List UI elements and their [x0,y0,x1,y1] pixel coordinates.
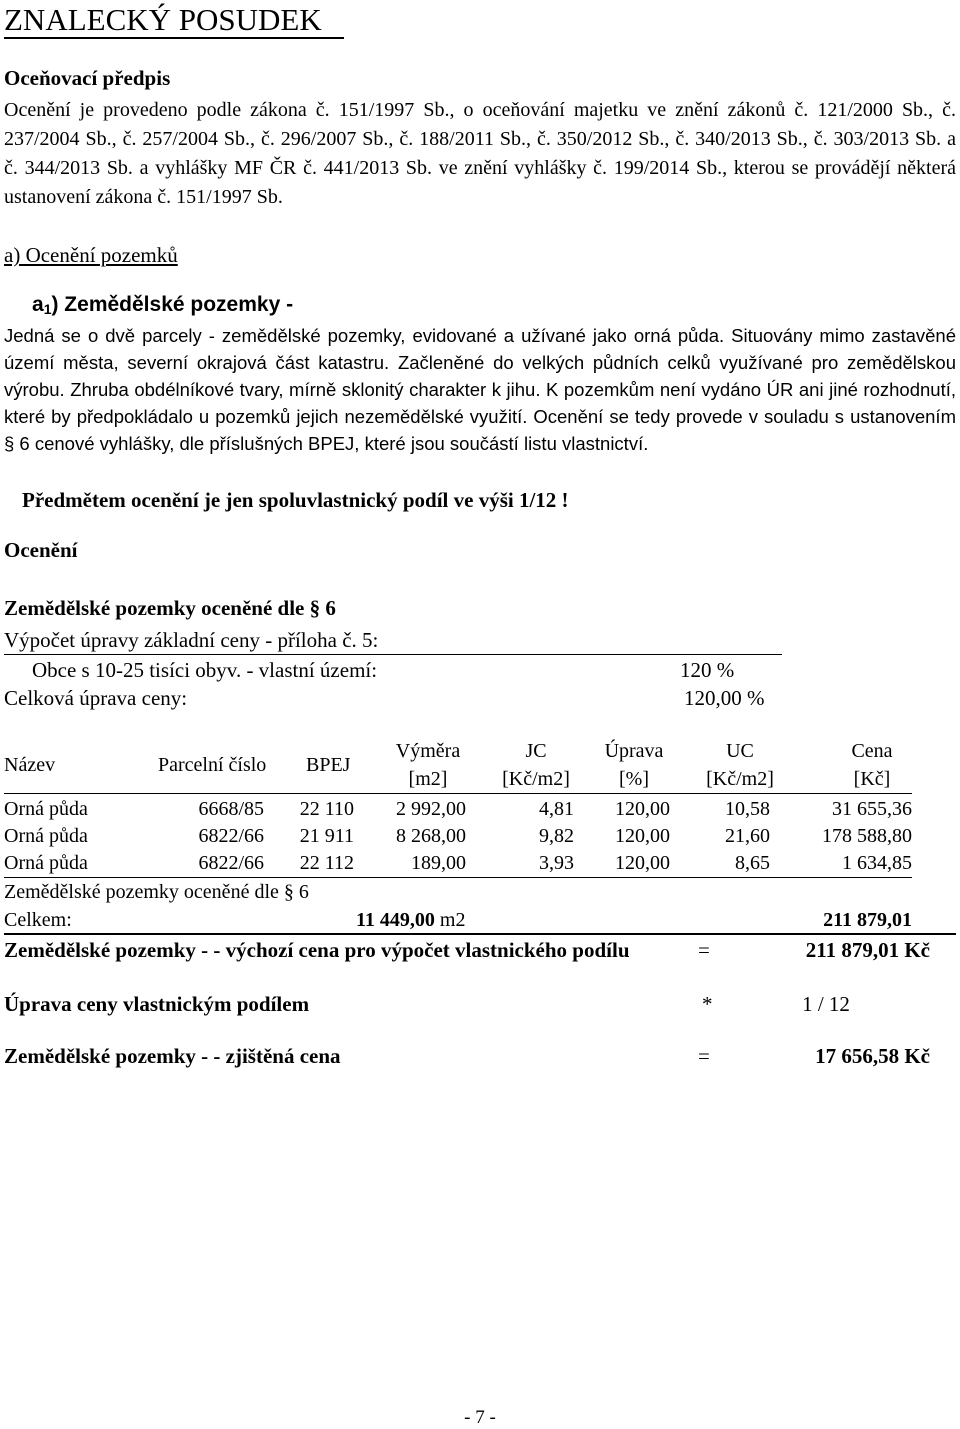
cell-nazev: Orná půda [4,798,88,820]
uprava-podilem-value: 1 / 12 [802,992,850,1016]
section-a1-heading: $a_1$) Zemědělské pozemky - [32,293,294,317]
section-a1-description: Jedná se o dvě parcely - zemědělské pozemky, evidované a užívané jako orná půda. Situovány mimo zastavěné území města, severní okrajová část katastru. Začleněné do velkých půdních celků využívané pro zemědělskou výrobu. Zhruba obdélníkové tvary, mírně sklonitý charakter k jihu. K pozemkům není vydáno ÚR ani jiné rozhodnutí, které by předpokládalo u pozemků jejich nezemědělské využití. Ocenění se tedy provede v souladu s ustanovením § 6 cenové vyhlášky, dle příslušných BPEJ, které jsou součástí listu vlastnictví. [4,325,956,454]
cell-vymera: 8 268,00 [396,825,466,847]
celkem-vymera: 11 449,00 m2 [356,909,466,931]
th-vymera-1: Výměra [395,740,461,762]
oceneni-heading: Ocenění [4,538,78,562]
th-uprava-2: [%] [619,768,649,790]
cell-parcelni: 6822/66 [198,825,264,847]
cell-bpej: 22 112 [299,852,354,874]
cell-uprava: 120,00 [615,852,670,874]
th-jc-1: JC [525,740,547,762]
cell-bpej: 21 911 [299,825,354,847]
celkem-label: Celkem: [4,909,72,931]
th-nazev: Název [4,754,56,776]
th-vymera-2: [m2] [408,768,448,790]
upravy-rule [4,654,782,655]
table-footer-label: Zemědělské pozemky oceněné dle § 6 [4,881,309,903]
upravy-row-value: 120 % [680,658,735,682]
share-note: Předmětem ocenění je jen spoluvlastnický podíl ve výši 1/12 ! [22,488,569,512]
th-parcelni: Parcelní číslo [158,754,267,776]
oceneni-sub-heading: Zemědělské pozemky oceněné dle § 6 [4,596,336,620]
th-uprava-1: Úprava [604,740,664,762]
cell-cena: 178 588,80 [822,825,912,847]
zjistena-cena-value: 17 656,58 Kč [815,1044,930,1068]
th-uc-2: [Kč/m2] [706,768,774,790]
th-cena-1: Cena [851,740,893,762]
cell-jc: 4,81 [539,798,574,820]
ocenovaci-predpis-heading: Oceňovací předpis [4,66,171,90]
th-cena-2: [Kč] [853,768,891,790]
cell-cena: 1 634,85 [842,852,912,874]
zjistena-cena-label: Zemědělské pozemky - - zjištěná cena [4,1044,341,1068]
celkova-uprava-label: Celková úprava ceny: [4,686,188,710]
uprava-podilem-label: Úprava ceny vlastnickým podílem [4,992,310,1016]
cell-uprava: 120,00 [615,825,670,847]
cell-parcelni: 6822/66 [198,852,264,874]
page-number: - 7 - [464,1407,496,1428]
cell-uc: 8,65 [735,852,770,874]
zjistena-cena-operator: = [698,1044,710,1068]
cell-vymera: 2 992,00 [396,798,466,820]
summary-rule [4,933,956,935]
cell-parcelni: 6668/85 [198,798,264,820]
document-title: ZNALECKÝ POSUDEK [4,2,322,37]
cell-jc: 9,82 [539,825,574,847]
cell-nazev: Orná půda [4,825,88,847]
vychozi-cena-label: Zemědělské pozemky - - výchozí cena pro výpočet vlastnického podílu [4,938,630,962]
vychozi-cena-value: 211 879,01 Kč [805,938,930,962]
cell-vymera: 189,00 [411,852,466,874]
celkova-uprava-value: 120,00 % [684,686,765,710]
cell-jc: 3,93 [539,852,574,874]
title-underline [4,37,344,39]
ocenovaci-predpis-text: Ocenění je provedeno podle zákona č. 151/1997 Sb., o oceňování majetku ve znění zákonů č. 121/2000 Sb., č. 237/2004 Sb., č. 257/2004 Sb., č. 296/2007 Sb., č. 188/2011 Sb., č. 350/2012 Sb., č. 340/2013 Sb., č. 303/2013 Sb. a č. 344/2013 Sb. a vyhlášky MF ČR č. 441/2013 Sb. ve znění vyhlášky č. 199/2014 Sb., kterou se provádějí některá ustanovení zákona č. 151/1997 Sb. [4,99,956,208]
th-jc-2: [Kč/m2] [502,768,570,790]
th-bpej: BPEJ [306,754,351,776]
vychozi-cena-operator: = [698,938,710,962]
cell-uprava: 120,00 [615,798,670,820]
cell-cena: 31 655,36 [832,798,912,820]
upravy-title: Výpočet úpravy základní ceny - příloha č. 5: [4,628,379,652]
cell-uc: 21,60 [725,825,770,847]
celkem-cena: 211 879,01 [823,909,912,931]
th-uc-1: UC [726,740,754,762]
cell-uc: 10,58 [725,798,770,820]
section-a-heading: a) Ocenění pozemků [4,243,178,267]
cell-bpej: 22 110 [299,798,354,820]
uprava-podilem-operator: * [702,992,713,1016]
table-header-rule [4,793,912,794]
table-body-rule [4,877,912,878]
cell-nazev: Orná půda [4,852,88,874]
upravy-row-label: Obce s 10-25 tisíci obyv. - vlastní území: [32,658,378,682]
